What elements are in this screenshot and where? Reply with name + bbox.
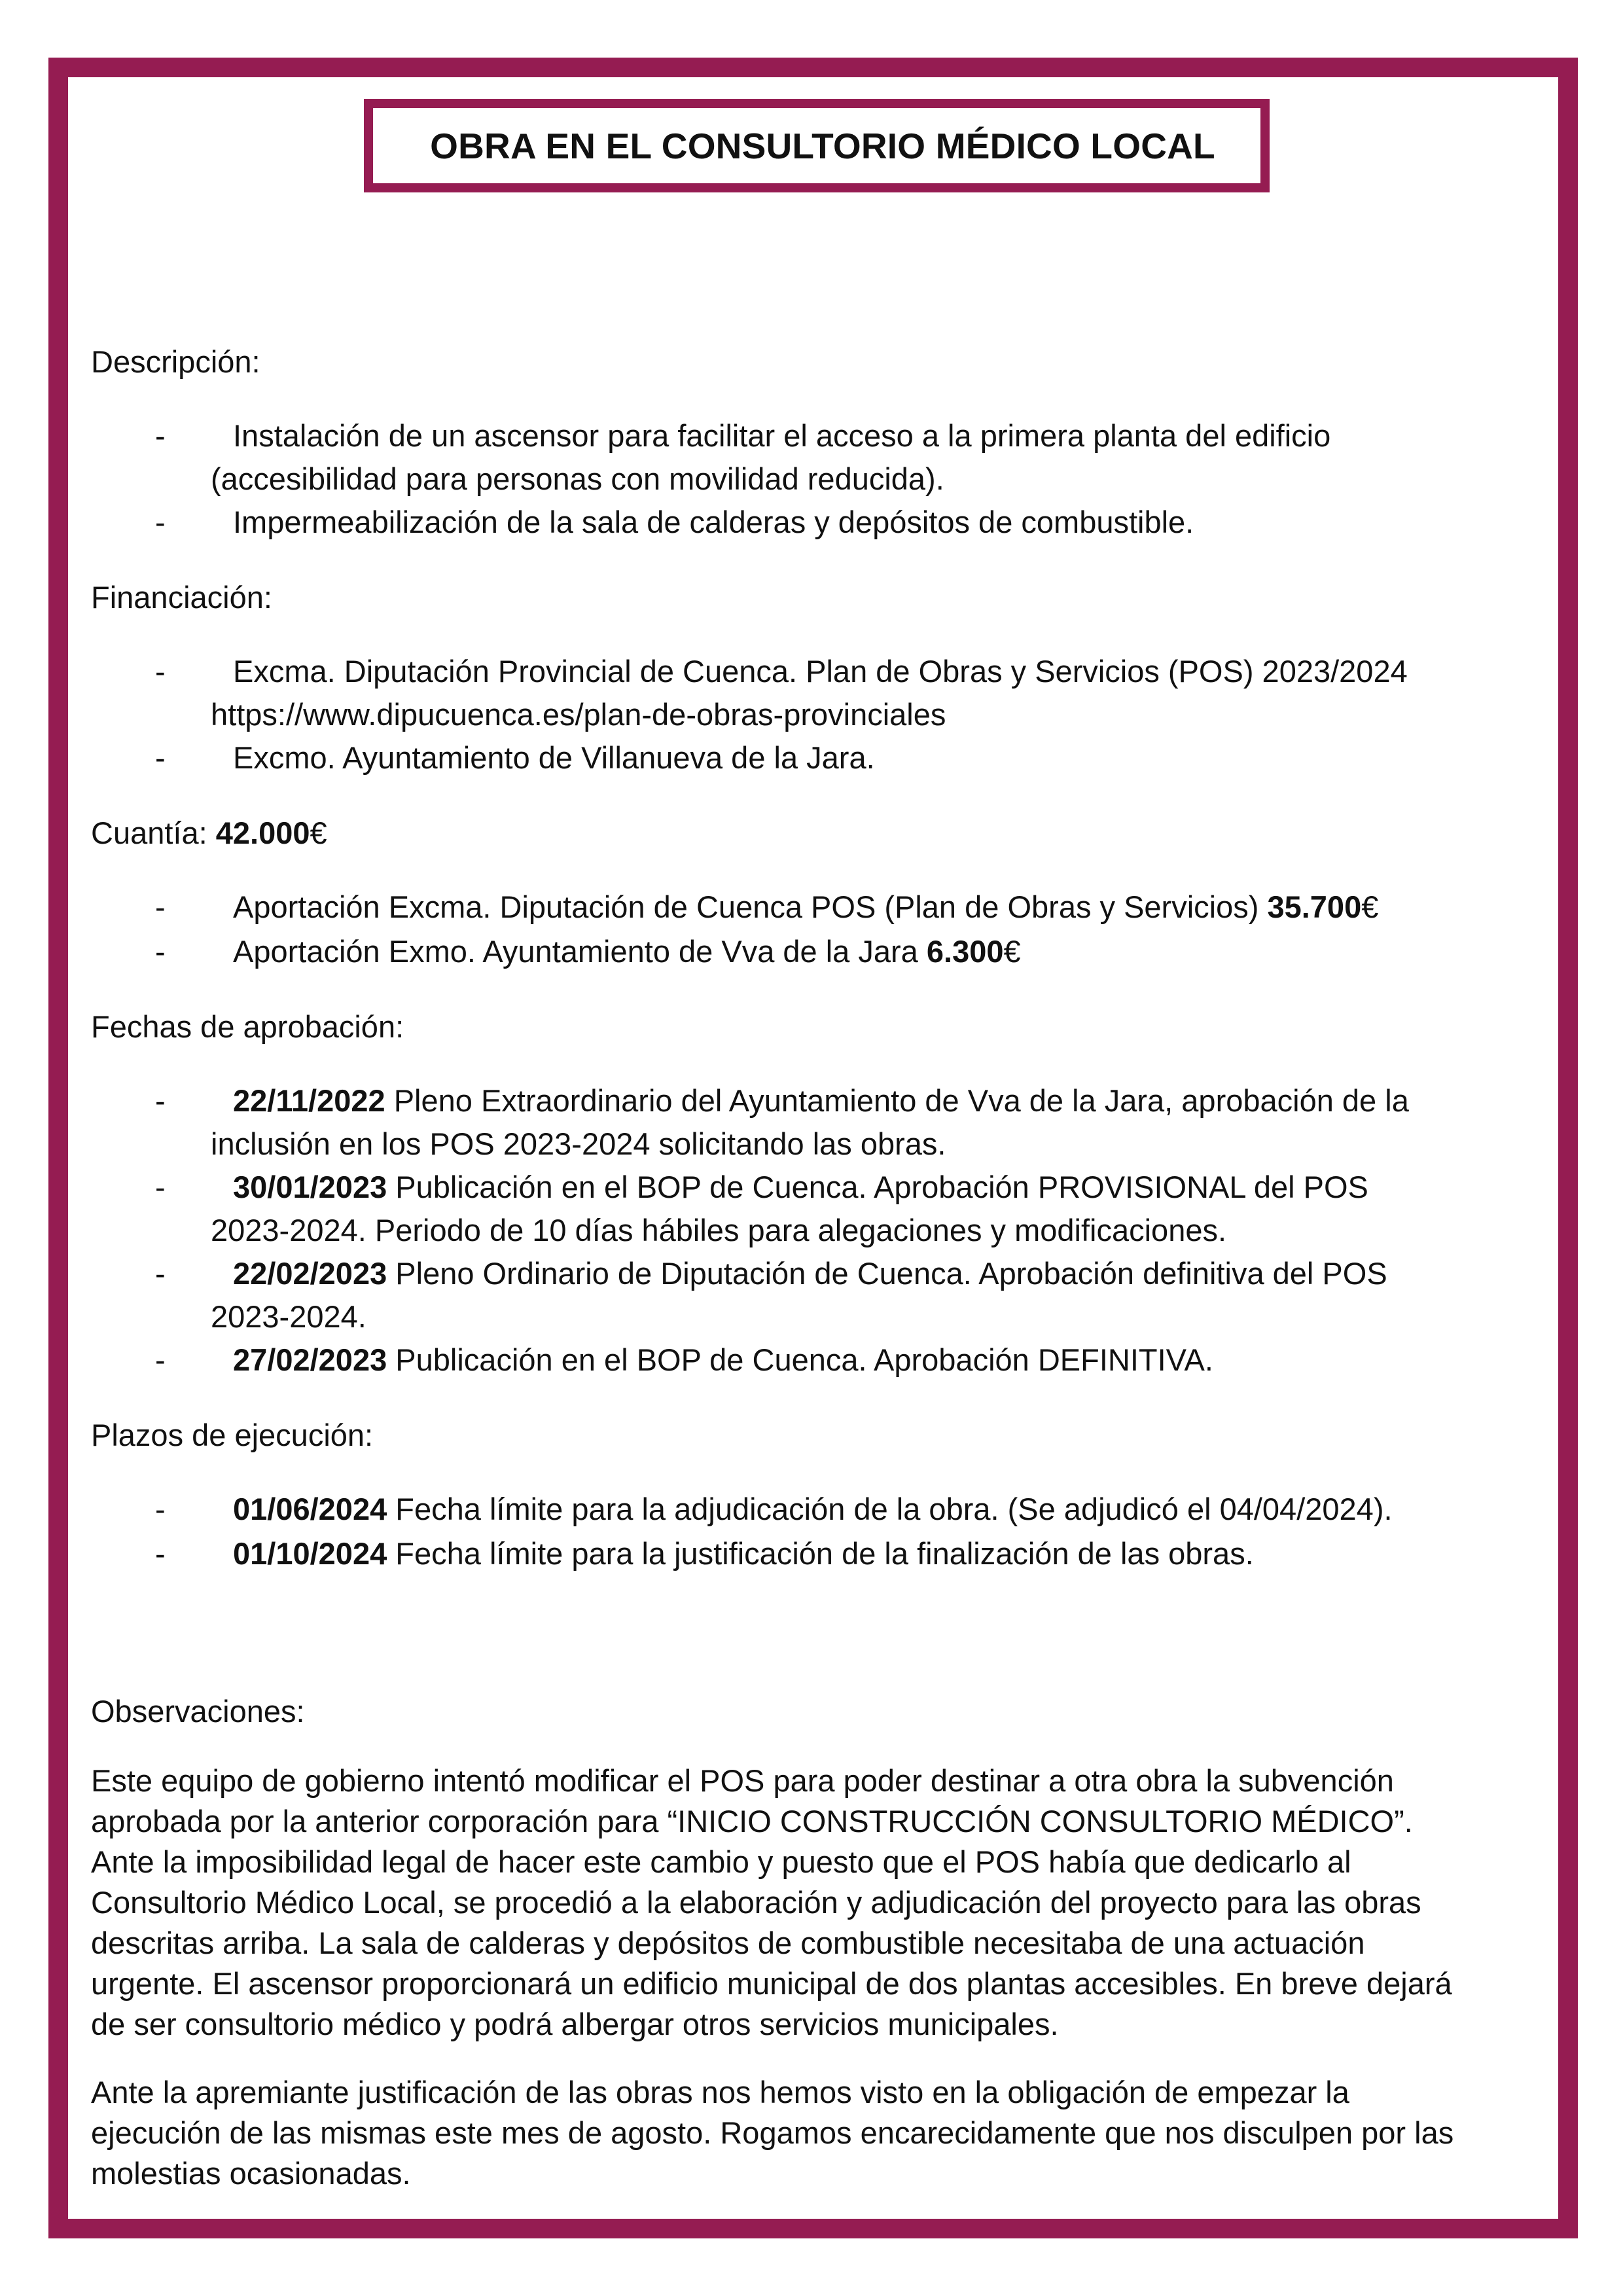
deadline-text: Fecha límite para la justificación de la finalización de las obras. xyxy=(387,1536,1254,1571)
paragraph-line: Ante la apremiante justificación de las obras nos hemos visto en la obligación de empezar la xyxy=(91,2075,1349,2109)
paragraph-line: ejecución de las mismas este mes de agosto. Rogamos encarecidamente que nos disculpen por las xyxy=(91,2115,1454,2150)
approval-date: 27/02/2023 xyxy=(233,1342,387,1377)
list-item-text xyxy=(222,1532,1547,1575)
approval-text: Publicación en el BOP de Cuenca. Aprobación DEFINITIVA. xyxy=(387,1342,1213,1377)
list-item-text: Excmo. Ayuntamiento de Villanueva de la Jara. xyxy=(233,740,875,775)
aportacion-amount: 6.300 xyxy=(926,934,1004,969)
paragraph-line: aprobada por la anterior corporación para “INICIO CONSTRUCCIÓN CONSULTORIO MÉDICO”. xyxy=(91,1804,1413,1839)
document-body xyxy=(91,340,1547,2194)
list-item xyxy=(91,1488,1547,1531)
paragraph-line: descritas arriba. La sala de calderas y depósitos de combustible necesitaba de una actuación xyxy=(91,1926,1365,1960)
list-marker: - xyxy=(155,934,166,969)
paragraph-line: Consultorio Médico Local, se procedió a la elaboración y adjudicación del proyecto para las obras xyxy=(91,1885,1421,1920)
list-item-text xyxy=(222,886,1547,929)
descripcion-heading: Descripción: xyxy=(91,344,260,379)
aportacion-amount: 35.700 xyxy=(1267,889,1362,924)
list-item-text xyxy=(222,1079,1547,1122)
approval-date: 30/01/2023 xyxy=(233,1170,387,1204)
aportacion-text: Aportación Exmo. Ayuntamiento de Vva de la Jara xyxy=(233,934,927,969)
financiacion-list xyxy=(91,650,1547,780)
observaciones-heading: Observaciones: xyxy=(91,1694,305,1729)
descripcion-list xyxy=(91,414,1547,544)
list-marker: - xyxy=(155,1083,166,1118)
list-marker: - xyxy=(155,418,166,453)
cuantia-list xyxy=(91,886,1547,973)
list-marker: - xyxy=(155,1256,166,1291)
list-item-text xyxy=(222,1166,1547,1209)
aportacion-text: Aportación Excma. Diputación de Cuenca POS (Plan de Obras y Servicios) xyxy=(233,889,1268,924)
cuantia-amount: 42.000 xyxy=(215,816,310,850)
list-item-text: 2023-2024. Periodo de 10 días hábiles para alegaciones y modificaciones. xyxy=(211,1213,1227,1247)
fechas-heading: Fechas de aprobación: xyxy=(91,1009,404,1044)
cuantia-currency: € xyxy=(310,816,327,850)
list-item-text xyxy=(222,1338,1547,1382)
list-marker: - xyxy=(155,1492,166,1526)
list-item-text: (accesibilidad para personas con movilidad reducida). xyxy=(211,461,944,496)
approval-date: 22/11/2022 xyxy=(233,1083,385,1118)
list-item xyxy=(91,930,1547,973)
list-marker: - xyxy=(155,1170,166,1204)
list-item-text xyxy=(222,930,1547,973)
observaciones-paragraph-1 xyxy=(91,1761,1547,2045)
list-marker: - xyxy=(155,889,166,924)
list-item-text xyxy=(222,1252,1547,1295)
list-item xyxy=(91,1338,1547,1382)
financiacion-link[interactable]: https://www.dipucuenca.es/plan-de-obras-provinciales xyxy=(211,697,946,732)
approval-text: Publicación en el BOP de Cuenca. Aprobación PROVISIONAL del POS xyxy=(387,1170,1368,1204)
list-marker: - xyxy=(155,1342,166,1377)
list-marker: - xyxy=(155,1536,166,1571)
list-item xyxy=(91,1252,1547,1338)
list-item xyxy=(91,736,1547,780)
list-item xyxy=(91,1166,1547,1252)
list-marker: - xyxy=(155,654,166,689)
approval-text: Pleno Extraordinario del Ayuntamiento de Vva de la Jara, aprobación de la xyxy=(385,1083,1409,1118)
deadline-date: 01/10/2024 xyxy=(233,1536,387,1571)
list-item-text xyxy=(222,1488,1547,1531)
list-item-text: Impermeabilización de la sala de calderas y depósitos de combustible. xyxy=(233,505,1194,539)
aportacion-currency: € xyxy=(1003,934,1021,969)
paragraph-line: Este equipo de gobierno intentó modificar el POS para poder destinar a otra obra la subvención xyxy=(91,1763,1394,1798)
list-item xyxy=(91,886,1547,929)
observaciones-paragraph-2 xyxy=(91,2072,1547,2194)
page-title: OBRA EN EL CONSULTORIO MÉDICO LOCAL xyxy=(430,125,1215,166)
paragraph-line: Ante la imposibilidad legal de hacer este cambio y puesto que el POS había que dedicarlo al xyxy=(91,1844,1351,1879)
paragraph-line: molestias ocasionadas. xyxy=(91,2156,411,2191)
paragraph-line: urgente. El ascensor proporcionará un edificio municipal de dos plantas accesibles. En breve dejará xyxy=(91,1966,1452,2001)
plazos-list xyxy=(91,1488,1547,1575)
list-item xyxy=(91,414,1547,501)
fechas-list xyxy=(91,1079,1547,1382)
deadline-text: Fecha límite para la adjudicación de la obra. (Se adjudicó el 04/04/2024). xyxy=(387,1492,1393,1526)
list-item-text: Excma. Diputación Provincial de Cuenca. Plan de Obras y Servicios (POS) 2023/2024 xyxy=(233,654,1408,689)
list-marker: - xyxy=(155,505,166,539)
approval-date: 22/02/2023 xyxy=(233,1256,387,1291)
approval-text: Pleno Ordinario de Diputación de Cuenca. Aprobación definitiva del POS xyxy=(387,1256,1387,1291)
list-item-text: Instalación de un ascensor para facilitar el acceso a la primera planta del edificio xyxy=(233,418,1331,453)
list-item-text: inclusión en los POS 2023-2024 solicitando las obras. xyxy=(211,1126,946,1161)
cuantia-line xyxy=(91,812,1547,855)
title-box xyxy=(364,99,1270,192)
list-item xyxy=(91,1079,1547,1166)
deadline-date: 01/06/2024 xyxy=(233,1492,387,1526)
list-marker: - xyxy=(155,740,166,775)
aportacion-currency: € xyxy=(1361,889,1379,924)
list-item-text: 2023-2024. xyxy=(211,1299,366,1334)
cuantia-label: Cuantía: xyxy=(91,816,216,850)
list-item xyxy=(91,650,1547,736)
financiacion-heading: Financiación: xyxy=(91,580,272,615)
paragraph-line: de ser consultorio médico y podrá albergar otros servicios municipales. xyxy=(91,2007,1059,2041)
list-item xyxy=(91,501,1547,544)
plazos-heading: Plazos de ejecución: xyxy=(91,1418,374,1452)
list-item xyxy=(91,1532,1547,1575)
